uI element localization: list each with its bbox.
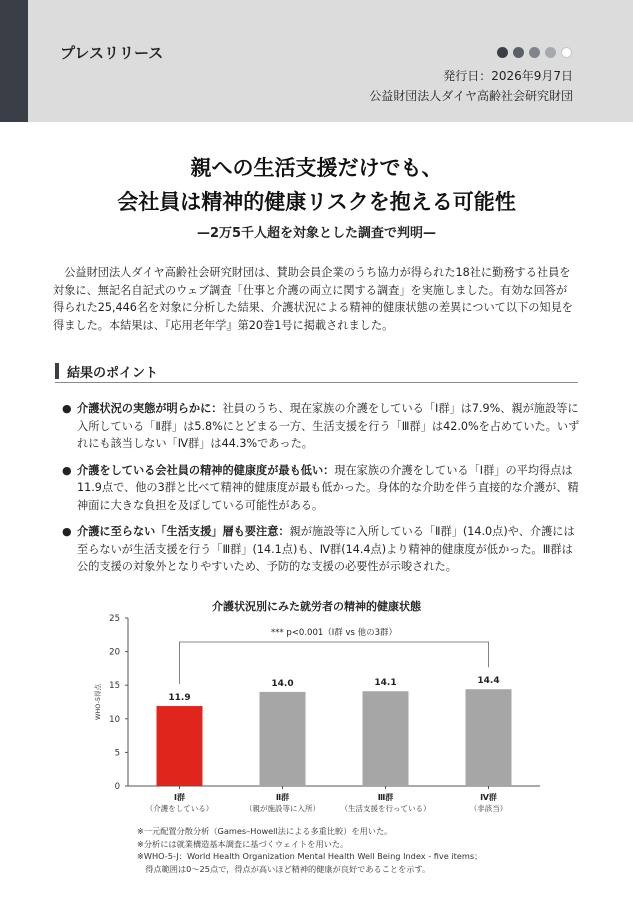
page-header (0, 0, 633, 122)
key-point (62, 523, 580, 576)
chart-title: 介護状況別にみた就労者の精神的健康状態 (212, 600, 421, 613)
decorative-dots (497, 47, 572, 58)
x-tick-label: Ⅳ群 (480, 793, 497, 802)
bullet-icon: ● (62, 402, 72, 415)
x-tick-sublabel: （非該当） (469, 804, 508, 813)
bar-value-label: 14.1 (374, 678, 397, 689)
bar (157, 706, 203, 786)
section-heading (55, 362, 578, 383)
y-tick-label: 25 (109, 614, 120, 624)
y-tick-label: 20 (109, 647, 120, 658)
key-point-lead: 介護状況の実態が明らかに： (77, 402, 223, 415)
bullet-icon: ● (62, 525, 72, 538)
significance-annotation: *** p<0.001（Ⅰ群 vs 他の3群） (270, 628, 398, 638)
key-point-lead: 介護に至らない「生活支援」層も要注意： (77, 525, 290, 538)
dot-icon (561, 47, 572, 58)
page-title-line-1: 親への生活支援だけでも、 (190, 156, 443, 180)
bar-value-label: 14.0 (271, 678, 294, 689)
bar-chart (80, 608, 560, 820)
section-marker (55, 363, 59, 379)
x-tick-label: Ⅲ群 (377, 793, 394, 802)
intro-paragraph: 公益財団法人ダイヤ高齢社会研究財団は、賛助会員企業のうち協力が得られた18社に勤務する社員を対象に、無記名自記式のウェブ調査「仕事と介護の両立に関する調査」を実施しました。有効な回答が得られた25,446名を対象に分析した結果、介護状況による精神的健康状態の差異について以下の知見を得ました。本結果は、『応用老年学』第20巻1号に掲載されました。 (53, 266, 573, 332)
x-tick-label: Ⅱ群 (275, 793, 290, 802)
bar (260, 692, 306, 786)
significance-bracket (180, 642, 489, 684)
key-points-list (62, 400, 580, 585)
issuer-name: 公益財団法人ダイヤ高齢社会研究財団 (369, 89, 573, 103)
bar-value-label: 14.4 (477, 676, 500, 687)
footnote: ※WHO-5-J：World Health Organization Mental Health Well Being Index - five items； (137, 851, 483, 861)
header-accent-bar (0, 0, 28, 122)
key-point-lead: 介護をしている会社員の精神的健康度が最も低い： (77, 463, 335, 477)
x-tick-sublabel: （介護をしている） (145, 804, 214, 813)
release-label: プレスリリース (60, 44, 164, 62)
key-point (62, 400, 580, 453)
section-title: 結果のポイント (67, 366, 159, 381)
bar (363, 691, 409, 786)
y-tick-label: 0 (114, 782, 120, 792)
footnotes (137, 825, 607, 875)
y-axis-label: WHO-5得点 (94, 683, 102, 721)
footnote: ※分析には就業構造基本調査に基づくウェイトを用いた。 (137, 838, 349, 849)
page-subtitle: —2万5千人超を対象とした調査で判明— (196, 226, 437, 241)
x-tick-sublabel: （生活支援を行っている） (340, 804, 431, 813)
dot-icon (545, 47, 556, 58)
dot-icon (497, 47, 508, 58)
bar (466, 689, 512, 786)
footnote: ※一元配置分散分析（Games–Howell法による多重比較）を用いた。 (137, 826, 393, 836)
footnote: 得点範囲は0〜25点で，得点が高いほど精神的健康が良好であることを示す。 (137, 863, 431, 874)
x-tick-label: Ⅰ群 (174, 793, 185, 802)
key-point (62, 462, 580, 515)
dot-icon (529, 47, 540, 58)
bar-value-label: 11.9 (168, 693, 191, 704)
y-tick-label: 10 (109, 714, 120, 725)
key-point-text: 社員のうち、現在家族の介護をしている「Ⅰ群」は7.9%、親が施設等に入所している「Ⅱ群」は5.8%にとどまる一方、生活支援を行う「Ⅲ群」は42.0%を占めていた。いずれにも該当しない「Ⅳ群」は44.3%であった。 (77, 402, 580, 450)
y-tick-label: 5 (114, 748, 120, 759)
bullet-icon: ● (62, 463, 72, 477)
key-point-text: 親が施設等に入所している「Ⅱ群」(14.0点)や、介護には至らないが生活支援を行う「Ⅲ群」(14.1点)も、Ⅳ群(14.4点)より精神的健康度が低かった。Ⅲ群は公的支援の対象外となりやすいため、予防的な支援の必要性が示唆された。 (77, 525, 575, 573)
page-title-line-2: 会社員は精神的健康リスクを抱える可能性 (117, 190, 516, 214)
dot-icon (513, 47, 524, 58)
x-tick-sublabel: （親が施設等に入所） (245, 804, 320, 813)
key-point-text: 現在家族の介護をしている「Ⅰ群」の平均得点は11.9点で、他の3群と比べて精神的健康度が最も低かった。身体的な介助を伴う直接的な介護が、精神面に大きな負担を及ぼしている可能性がある。 (77, 463, 579, 512)
issue-date: 発行日：2026年9月7日 (443, 69, 573, 83)
y-tick-label: 15 (109, 681, 120, 692)
